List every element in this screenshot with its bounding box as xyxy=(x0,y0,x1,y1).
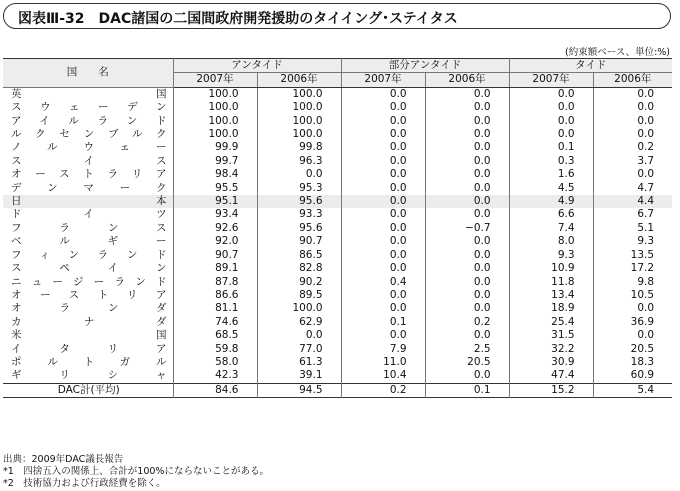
value-cell: 0.0 xyxy=(257,329,341,342)
country-name: スウェーデン xyxy=(11,101,167,114)
value-cell: 42.3 xyxy=(173,369,257,383)
value-cell: 68.5 xyxy=(173,329,257,342)
country-header: 国 名 xyxy=(3,59,173,88)
value-cell: 0.0 xyxy=(341,249,425,262)
table-row xyxy=(3,222,672,235)
value-cell: 100.0 xyxy=(257,128,341,141)
value-cell: 10.9 xyxy=(509,262,593,275)
table-row xyxy=(3,343,672,356)
value-cell: 7.4 xyxy=(509,222,593,235)
value-cell: 96.3 xyxy=(257,155,341,168)
value-cell: 0.0 xyxy=(509,101,593,114)
country-name: オーストラリア xyxy=(11,168,167,181)
table-row xyxy=(3,87,672,101)
value-cell: 93.4 xyxy=(173,208,257,221)
value-cell: 62.9 xyxy=(257,316,341,329)
value-cell: 0.0 xyxy=(341,302,425,315)
table-row xyxy=(3,249,672,262)
value-cell: 0.1 xyxy=(509,141,593,154)
value-cell: 92.6 xyxy=(173,222,257,235)
value-cell: 99.7 xyxy=(173,155,257,168)
value-cell: 0.0 xyxy=(425,141,509,154)
value-cell: 5.1 xyxy=(593,222,672,235)
country-name: 米国 xyxy=(11,329,167,342)
country-name: ベルギー xyxy=(11,235,167,248)
total-cell: 0.1 xyxy=(425,383,509,397)
table-row xyxy=(3,235,672,248)
value-cell: 0.0 xyxy=(341,128,425,141)
value-cell: 0.0 xyxy=(425,289,509,302)
value-cell: 18.9 xyxy=(509,302,593,315)
tying-status-table xyxy=(3,58,672,398)
value-cell: 47.4 xyxy=(509,369,593,383)
value-cell: 99.8 xyxy=(257,141,341,154)
table-row xyxy=(3,155,672,168)
value-cell: 2.5 xyxy=(425,343,509,356)
value-cell: 100.0 xyxy=(257,115,341,128)
group-header-untied: アンタイド xyxy=(173,59,341,73)
value-cell: 0.0 xyxy=(593,168,672,181)
value-cell: 31.5 xyxy=(509,329,593,342)
value-cell: 0.0 xyxy=(425,276,509,289)
value-cell: 95.6 xyxy=(257,195,341,208)
country-name: オランダ xyxy=(11,302,167,315)
value-cell: 0.0 xyxy=(341,115,425,128)
value-cell: 100.0 xyxy=(173,101,257,114)
table-row xyxy=(3,289,672,302)
value-cell: 59.8 xyxy=(173,343,257,356)
value-cell: 30.9 xyxy=(509,356,593,369)
value-cell: 0.0 xyxy=(593,128,672,141)
value-cell: 10.5 xyxy=(593,289,672,302)
value-cell: 0.0 xyxy=(425,115,509,128)
country-name: カナダ xyxy=(11,315,167,328)
total-cell: 15.2 xyxy=(509,383,593,397)
value-cell: 0.0 xyxy=(425,208,509,221)
value-cell: 13.5 xyxy=(593,249,672,262)
value-cell: 17.2 xyxy=(593,262,672,275)
year-header: 2007年 xyxy=(509,73,593,87)
value-cell: 0.0 xyxy=(341,87,425,101)
table-row xyxy=(3,329,672,342)
table-row xyxy=(3,168,672,181)
value-cell: 0.0 xyxy=(341,101,425,114)
country-name: ドイツ xyxy=(11,208,167,221)
value-cell: 20.5 xyxy=(425,356,509,369)
value-cell: 0.0 xyxy=(341,141,425,154)
value-cell: 0.0 xyxy=(425,369,509,383)
value-cell: 39.1 xyxy=(257,369,341,383)
value-cell: 100.0 xyxy=(257,87,341,101)
table-row xyxy=(3,195,672,208)
value-cell: 0.4 xyxy=(341,276,425,289)
value-cell: −0.7 xyxy=(425,222,509,235)
value-cell: 89.1 xyxy=(173,262,257,275)
value-cell: 0.0 xyxy=(593,302,672,315)
value-cell: 90.7 xyxy=(173,249,257,262)
value-cell: 100.0 xyxy=(257,302,341,315)
value-cell: 0.1 xyxy=(341,316,425,329)
value-cell: 0.0 xyxy=(341,222,425,235)
value-cell: 0.0 xyxy=(425,235,509,248)
value-cell: 89.5 xyxy=(257,289,341,302)
value-cell: 0.2 xyxy=(593,141,672,154)
value-cell: 86.5 xyxy=(257,249,341,262)
value-cell: 99.9 xyxy=(173,141,257,154)
table-row xyxy=(3,141,672,154)
footnotes xyxy=(3,454,269,491)
year-header: 2007年 xyxy=(341,73,425,87)
group-header-partially-untied: 部分アンタイド xyxy=(341,59,509,73)
value-cell: 0.0 xyxy=(341,182,425,195)
value-cell: 0.0 xyxy=(425,182,509,195)
year-header: 2006年 xyxy=(425,73,509,87)
value-cell: 9.3 xyxy=(593,235,672,248)
value-cell: 0.0 xyxy=(341,262,425,275)
figure-title: 図表Ⅲ-32 DAC諸国の二国間政府開発援助のタイイング･ステイタス xyxy=(18,11,458,27)
value-cell: 32.2 xyxy=(509,343,593,356)
value-cell: 0.0 xyxy=(425,329,509,342)
title-banner xyxy=(3,3,671,29)
country-name: 英国 xyxy=(11,87,167,100)
value-cell: 0.0 xyxy=(593,87,672,101)
value-cell: 0.0 xyxy=(425,101,509,114)
value-cell: 100.0 xyxy=(257,101,341,114)
value-cell: 95.6 xyxy=(257,222,341,235)
value-cell: 87.8 xyxy=(173,276,257,289)
total-label: DAC計(平均) xyxy=(3,383,173,397)
country-name: ノルウェー xyxy=(11,141,167,154)
value-cell: 20.5 xyxy=(593,343,672,356)
value-cell: 11.0 xyxy=(341,356,425,369)
value-cell: 92.0 xyxy=(173,235,257,248)
table-row xyxy=(3,276,672,289)
value-cell: 0.0 xyxy=(425,155,509,168)
value-cell: 3.7 xyxy=(593,155,672,168)
value-cell: 95.5 xyxy=(173,182,257,195)
value-cell: 82.8 xyxy=(257,262,341,275)
value-cell: 0.0 xyxy=(593,101,672,114)
value-cell: 74.6 xyxy=(173,316,257,329)
country-name: ギリシャ xyxy=(11,369,167,382)
value-cell: 6.6 xyxy=(509,208,593,221)
year-header: 2006年 xyxy=(593,73,672,87)
value-cell: 0.2 xyxy=(425,316,509,329)
group-header-tied: タイド xyxy=(509,59,672,73)
value-cell: 0.0 xyxy=(341,155,425,168)
total-cell: 94.5 xyxy=(257,383,341,397)
value-cell: 0.0 xyxy=(425,249,509,262)
value-cell: 6.7 xyxy=(593,208,672,221)
total-row xyxy=(3,383,672,397)
country-name: 日本 xyxy=(3,195,173,208)
footnote: *1 四捨五入の関係上、合計が100%にならないことがある。 xyxy=(3,466,269,478)
value-cell: 0.0 xyxy=(509,115,593,128)
year-header: 2006年 xyxy=(257,73,341,87)
value-cell: 25.4 xyxy=(509,316,593,329)
table-row xyxy=(3,369,672,383)
year-header: 2007年 xyxy=(173,73,257,87)
country-name: アイルランド xyxy=(11,114,167,127)
country-name: ニュージーランド xyxy=(11,275,167,288)
value-cell: 90.2 xyxy=(257,276,341,289)
value-cell: 0.0 xyxy=(341,208,425,221)
value-cell: 9.8 xyxy=(593,276,672,289)
total-cell: 0.2 xyxy=(341,383,425,397)
value-cell: 4.7 xyxy=(593,182,672,195)
value-cell: 95.3 xyxy=(257,182,341,195)
country-name: デンマーク xyxy=(11,181,167,194)
value-cell: 0.0 xyxy=(509,87,593,101)
table-row xyxy=(3,128,672,141)
value-cell: 0.0 xyxy=(341,289,425,302)
value-cell: 10.4 xyxy=(341,369,425,383)
value-cell: 8.0 xyxy=(509,235,593,248)
value-cell: 9.3 xyxy=(509,249,593,262)
value-cell: 90.7 xyxy=(257,235,341,248)
total-cell: 84.6 xyxy=(173,383,257,397)
value-cell: 98.4 xyxy=(173,168,257,181)
value-cell: 0.0 xyxy=(593,329,672,342)
value-cell: 7.9 xyxy=(341,343,425,356)
value-cell: 0.0 xyxy=(341,235,425,248)
value-cell: 0.3 xyxy=(509,155,593,168)
value-cell: 0.0 xyxy=(509,128,593,141)
value-cell: 77.0 xyxy=(257,343,341,356)
value-cell: 0.0 xyxy=(425,195,509,208)
value-cell: 13.4 xyxy=(509,289,593,302)
table-row xyxy=(3,302,672,315)
unit-note: (約束額ベース、単位:%) xyxy=(565,47,670,58)
value-cell: 4.5 xyxy=(509,182,593,195)
country-name: ルクセンブルク xyxy=(11,128,167,141)
table-row xyxy=(3,208,672,221)
table-row xyxy=(3,101,672,114)
value-cell: 100.0 xyxy=(173,87,257,101)
country-name: ポルトガル xyxy=(11,355,167,368)
value-cell: 4.9 xyxy=(509,195,593,208)
value-cell: 0.0 xyxy=(593,115,672,128)
country-name: オーストリア xyxy=(11,288,167,301)
value-cell: 0.0 xyxy=(257,168,341,181)
table-row xyxy=(3,262,672,275)
table-row xyxy=(3,316,672,329)
value-cell: 60.9 xyxy=(593,369,672,383)
value-cell: 100.0 xyxy=(173,115,257,128)
country-name: イタリア xyxy=(11,342,167,355)
footnote: *2 技術協力および行政経費を除く。 xyxy=(3,478,166,490)
value-cell: 100.0 xyxy=(173,128,257,141)
value-cell: 93.3 xyxy=(257,208,341,221)
value-cell: 95.1 xyxy=(173,195,257,208)
value-cell: 18.3 xyxy=(593,356,672,369)
value-cell: 0.0 xyxy=(341,168,425,181)
value-cell: 36.9 xyxy=(593,316,672,329)
country-name: フィンランド xyxy=(11,248,167,261)
value-cell: 0.0 xyxy=(341,195,425,208)
country-name: スイス xyxy=(11,154,167,167)
value-cell: 58.0 xyxy=(173,356,257,369)
value-cell: 0.0 xyxy=(425,302,509,315)
value-cell: 0.0 xyxy=(425,262,509,275)
table-row xyxy=(3,115,672,128)
value-cell: 86.6 xyxy=(173,289,257,302)
table-row xyxy=(3,356,672,369)
total-cell: 5.4 xyxy=(593,383,672,397)
table-row xyxy=(3,182,672,195)
value-cell: 0.0 xyxy=(425,168,509,181)
value-cell: 4.4 xyxy=(593,195,672,208)
value-cell: 61.3 xyxy=(257,356,341,369)
country-name: スペイン xyxy=(11,262,167,275)
country-name: フランス xyxy=(11,221,167,234)
value-cell: 1.6 xyxy=(509,168,593,181)
value-cell: 81.1 xyxy=(173,302,257,315)
value-cell: 11.8 xyxy=(509,276,593,289)
value-cell: 0.0 xyxy=(425,128,509,141)
value-cell: 0.0 xyxy=(341,329,425,342)
source-note: 出典：2009年DAC議長報告 xyxy=(3,454,124,465)
value-cell: 0.0 xyxy=(425,87,509,101)
